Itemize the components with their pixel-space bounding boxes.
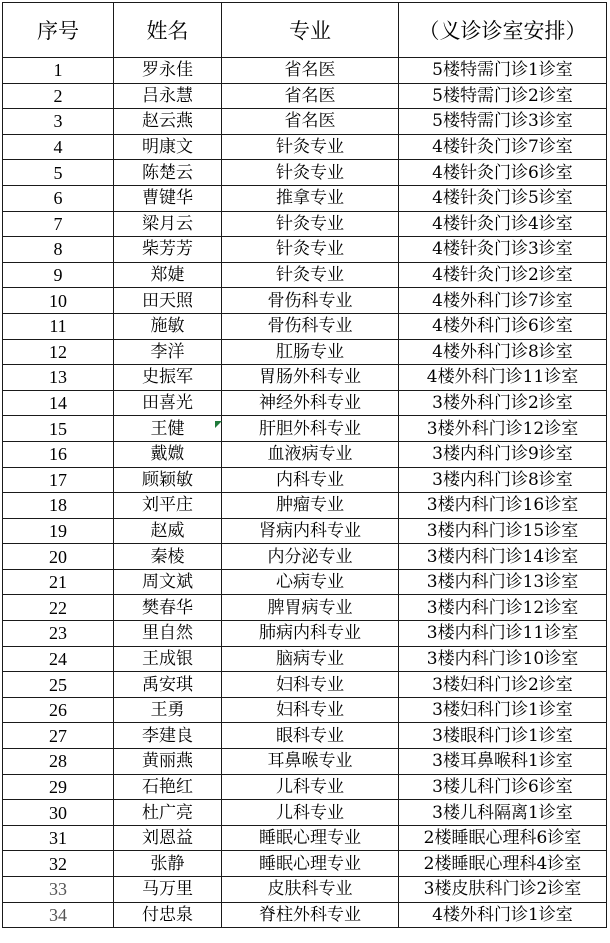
table-row <box>3 544 607 570</box>
row-specialty: 省名医 <box>222 58 399 84</box>
row-name: 石艳红 <box>114 774 222 800</box>
row-serial: 22 <box>3 595 114 621</box>
row-room: 3楼外科门诊2诊室 <box>399 390 607 416</box>
table-row <box>3 493 607 519</box>
row-specialty: 针灸专业 <box>222 211 399 237</box>
row-serial: 21 <box>3 569 114 595</box>
table-row <box>3 365 607 391</box>
row-room: 4楼外科门诊8诊室 <box>399 339 607 365</box>
table-row <box>3 313 607 339</box>
row-specialty: 儿科专业 <box>222 774 399 800</box>
row-specialty: 脾胃病专业 <box>222 595 399 621</box>
header-serial: 序号 <box>3 3 114 58</box>
table-row <box>3 825 607 851</box>
table-row <box>3 339 607 365</box>
row-serial: 1 <box>3 58 114 84</box>
row-serial: 8 <box>3 237 114 263</box>
row-serial: 26 <box>3 697 114 723</box>
row-serial: 32 <box>3 851 114 877</box>
row-specialty: 胃肠外科专业 <box>222 365 399 391</box>
row-name: 吕永慧 <box>114 83 222 109</box>
row-serial: 33 <box>3 877 114 903</box>
row-room: 3楼儿科门诊6诊室 <box>399 774 607 800</box>
table-row <box>3 58 607 84</box>
row-name: 周文斌 <box>114 569 222 595</box>
table-row <box>3 621 607 647</box>
row-room: 3楼耳鼻喉科1诊室 <box>399 749 607 775</box>
row-specialty: 睡眠心理专业 <box>222 825 399 851</box>
row-specialty: 耳鼻喉专业 <box>222 749 399 775</box>
row-room: 2楼睡眠心理科4诊室 <box>399 851 607 877</box>
table-row <box>3 211 607 237</box>
row-serial: 20 <box>3 544 114 570</box>
table-row <box>3 109 607 135</box>
row-room: 3楼内科门诊14诊室 <box>399 544 607 570</box>
row-name: 田喜光 <box>114 390 222 416</box>
header-row <box>3 3 607 58</box>
row-room: 4楼外科门诊6诊室 <box>399 313 607 339</box>
table-row <box>3 160 607 186</box>
row-specialty: 肛肠专业 <box>222 339 399 365</box>
row-specialty: 肝胆外科专业 <box>222 416 399 442</box>
table-row <box>3 288 607 314</box>
row-room: 2楼睡眠心理科6诊室 <box>399 825 607 851</box>
row-room: 4楼针灸门诊4诊室 <box>399 211 607 237</box>
row-specialty: 眼科专业 <box>222 723 399 749</box>
row-serial: 17 <box>3 467 114 493</box>
table-body <box>3 58 607 928</box>
row-serial: 27 <box>3 723 114 749</box>
row-room: 3楼内科门诊12诊室 <box>399 595 607 621</box>
row-name: 刘恩益 <box>114 825 222 851</box>
row-specialty: 脊柱外科专业 <box>222 902 399 928</box>
row-room: 3楼儿科隔离1诊室 <box>399 800 607 826</box>
row-serial: 2 <box>3 83 114 109</box>
row-specialty: 皮肤科专业 <box>222 877 399 903</box>
table-row <box>3 774 607 800</box>
row-specialty: 神经外科专业 <box>222 390 399 416</box>
header-specialty: 专业 <box>222 3 399 58</box>
row-room: 3楼内科门诊11诊室 <box>399 621 607 647</box>
row-room: 3楼外科门诊12诊室 <box>399 416 607 442</box>
row-specialty: 骨伤科专业 <box>222 288 399 314</box>
row-room: 4楼外科门诊1诊室 <box>399 902 607 928</box>
row-room: 3楼内科门诊9诊室 <box>399 441 607 467</box>
row-serial: 19 <box>3 518 114 544</box>
row-serial: 25 <box>3 672 114 698</box>
row-specialty: 针灸专业 <box>222 262 399 288</box>
row-room: 4楼针灸门诊7诊室 <box>399 134 607 160</box>
table-row <box>3 83 607 109</box>
row-serial: 13 <box>3 365 114 391</box>
table-row <box>3 595 607 621</box>
table-row <box>3 262 607 288</box>
row-specialty: 省名医 <box>222 83 399 109</box>
row-name: 黄丽燕 <box>114 749 222 775</box>
table-row <box>3 518 607 544</box>
row-room: 4楼针灸门诊6诊室 <box>399 160 607 186</box>
row-room: 4楼外科门诊11诊室 <box>399 365 607 391</box>
row-room: 3楼内科门诊16诊室 <box>399 493 607 519</box>
row-name: 杜广亮 <box>114 800 222 826</box>
table-header <box>3 3 607 58</box>
row-serial: 9 <box>3 262 114 288</box>
cell-comment-marker <box>215 421 222 428</box>
row-serial: 31 <box>3 825 114 851</box>
row-specialty: 针灸专业 <box>222 237 399 263</box>
row-name: 梁月云 <box>114 211 222 237</box>
row-name: 赵威 <box>114 518 222 544</box>
table-row <box>3 851 607 877</box>
table-row <box>3 749 607 775</box>
row-room: 3楼眼科门诊1诊室 <box>399 723 607 749</box>
row-specialty: 脑病专业 <box>222 646 399 672</box>
row-serial: 18 <box>3 493 114 519</box>
row-specialty: 内分泌专业 <box>222 544 399 570</box>
row-room: 3楼妇科门诊2诊室 <box>399 672 607 698</box>
row-serial: 11 <box>3 313 114 339</box>
row-name: 禹安琪 <box>114 672 222 698</box>
row-serial: 6 <box>3 185 114 211</box>
row-name: 顾颖敏 <box>114 467 222 493</box>
row-name: 田天照 <box>114 288 222 314</box>
row-name: 赵云燕 <box>114 109 222 135</box>
table-row <box>3 467 607 493</box>
row-specialty: 针灸专业 <box>222 160 399 186</box>
row-serial: 4 <box>3 134 114 160</box>
row-room: 5楼特需门诊2诊室 <box>399 83 607 109</box>
row-name: 马万里 <box>114 877 222 903</box>
table-row <box>3 185 607 211</box>
row-specialty: 省名医 <box>222 109 399 135</box>
table-row <box>3 237 607 263</box>
row-serial: 14 <box>3 390 114 416</box>
row-room: 4楼针灸门诊5诊室 <box>399 185 607 211</box>
row-name: 张静 <box>114 851 222 877</box>
table-row <box>3 646 607 672</box>
row-room: 3楼妇科门诊1诊室 <box>399 697 607 723</box>
table-row <box>3 723 607 749</box>
row-specialty: 肾病内科专业 <box>222 518 399 544</box>
row-serial: 30 <box>3 800 114 826</box>
row-specialty: 妇科专业 <box>222 697 399 723</box>
row-room: 5楼特需门诊1诊室 <box>399 58 607 84</box>
schedule-table <box>2 2 607 928</box>
row-serial: 23 <box>3 621 114 647</box>
row-name: 罗永佳 <box>114 58 222 84</box>
row-room: 3楼内科门诊10诊室 <box>399 646 607 672</box>
row-serial: 24 <box>3 646 114 672</box>
row-serial: 16 <box>3 441 114 467</box>
table-row <box>3 877 607 903</box>
row-specialty: 针灸专业 <box>222 134 399 160</box>
row-name: 秦棱 <box>114 544 222 570</box>
table-row <box>3 800 607 826</box>
row-name: 明康文 <box>114 134 222 160</box>
row-room: 5楼特需门诊3诊室 <box>399 109 607 135</box>
row-name: 王健 <box>114 416 222 442</box>
row-room: 3楼内科门诊13诊室 <box>399 569 607 595</box>
row-name: 王成银 <box>114 646 222 672</box>
row-serial: 15 <box>3 416 114 442</box>
row-name: 陈楚云 <box>114 160 222 186</box>
row-name: 曹键华 <box>114 185 222 211</box>
row-serial: 28 <box>3 749 114 775</box>
row-specialty: 内科专业 <box>222 467 399 493</box>
row-specialty: 睡眠心理专业 <box>222 851 399 877</box>
table-row <box>3 134 607 160</box>
table-row <box>3 672 607 698</box>
table-row <box>3 416 607 442</box>
row-room: 3楼皮肤科门诊2诊室 <box>399 877 607 903</box>
row-serial: 34 <box>3 902 114 928</box>
row-name: 史振军 <box>114 365 222 391</box>
table-row <box>3 441 607 467</box>
row-room: 3楼内科门诊8诊室 <box>399 467 607 493</box>
table-row <box>3 902 607 928</box>
row-name: 王勇 <box>114 697 222 723</box>
row-serial: 7 <box>3 211 114 237</box>
row-room: 4楼针灸门诊2诊室 <box>399 262 607 288</box>
header-name: 姓名 <box>114 3 222 58</box>
row-name: 李洋 <box>114 339 222 365</box>
row-name: 刘平庄 <box>114 493 222 519</box>
row-serial: 12 <box>3 339 114 365</box>
row-specialty: 肺病内科专业 <box>222 621 399 647</box>
row-specialty: 骨伤科专业 <box>222 313 399 339</box>
row-name: 柴芳芳 <box>114 237 222 263</box>
row-name: 施敏 <box>114 313 222 339</box>
row-specialty: 血液病专业 <box>222 441 399 467</box>
row-serial: 3 <box>3 109 114 135</box>
row-name: 戴媺 <box>114 441 222 467</box>
row-name: 里自然 <box>114 621 222 647</box>
row-specialty: 儿科专业 <box>222 800 399 826</box>
row-room: 4楼针灸门诊3诊室 <box>399 237 607 263</box>
row-specialty: 妇科专业 <box>222 672 399 698</box>
row-name: 李建良 <box>114 723 222 749</box>
row-serial: 29 <box>3 774 114 800</box>
row-name: 樊春华 <box>114 595 222 621</box>
row-name: 郑婕 <box>114 262 222 288</box>
row-specialty: 推拿专业 <box>222 185 399 211</box>
table-row <box>3 390 607 416</box>
row-serial: 10 <box>3 288 114 314</box>
row-serial: 5 <box>3 160 114 186</box>
header-room: （义诊诊室安排） <box>399 3 607 58</box>
table-row <box>3 697 607 723</box>
row-name: 付忠泉 <box>114 902 222 928</box>
row-room: 3楼内科门诊15诊室 <box>399 518 607 544</box>
row-specialty: 肿瘤专业 <box>222 493 399 519</box>
row-room: 4楼外科门诊7诊室 <box>399 288 607 314</box>
row-specialty: 心病专业 <box>222 569 399 595</box>
table-row <box>3 569 607 595</box>
